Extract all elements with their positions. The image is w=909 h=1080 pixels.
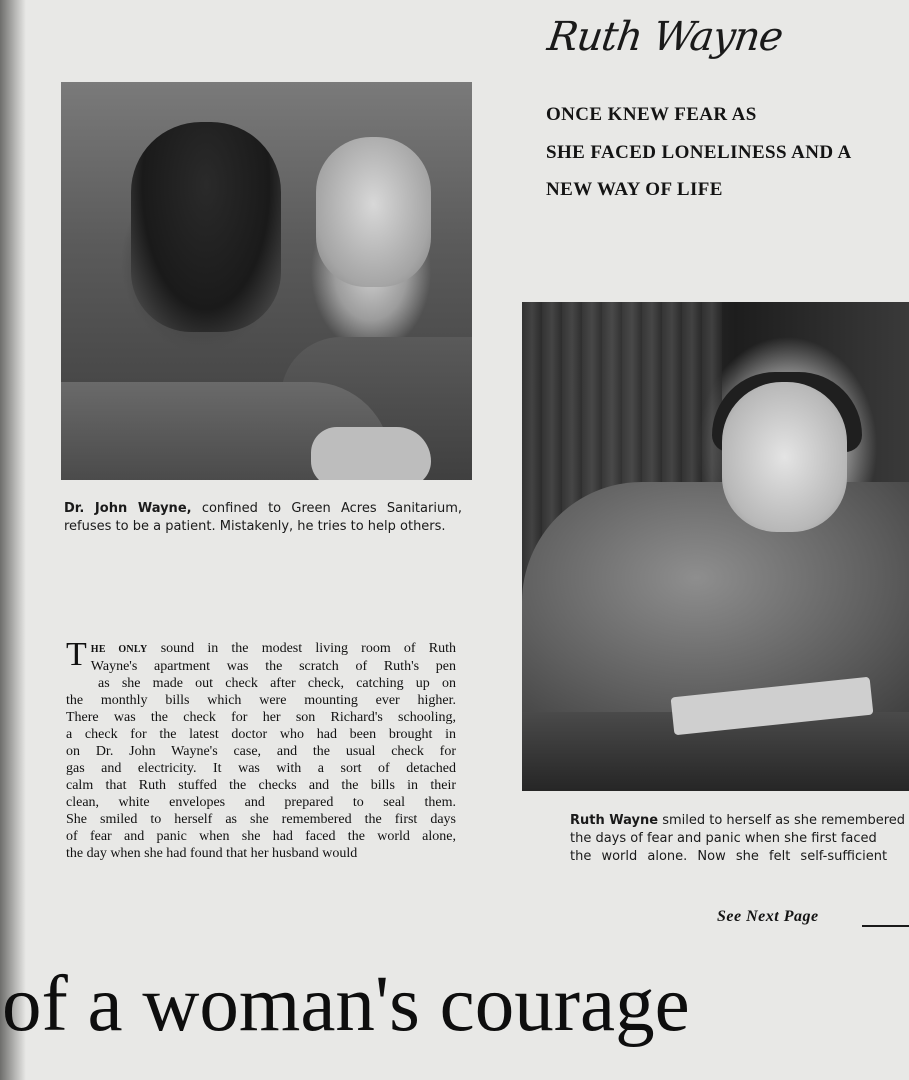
drop-cap: T — [66, 636, 87, 673]
body-line: the day when she had found that her husband would — [66, 846, 358, 861]
body-line: the monthly bills which were mounting ever higher. — [66, 693, 456, 708]
body-line: She smiled to herself as she remembered the first days — [66, 812, 456, 827]
see-next-rule — [862, 925, 909, 927]
article-title: of a woman's courage — [2, 961, 690, 1048]
headline-line: SHE FACED LONELINESS AND A — [546, 141, 852, 163]
photo-ruth-wayne — [522, 302, 909, 791]
caption-john-wayne — [64, 500, 462, 536]
caption-text: the world alone. Now she felt self-sufficient — [570, 849, 888, 864]
body-line: Wayne's apartment was the scratch of Ruth's pen — [90, 659, 456, 674]
photo-hand — [311, 427, 431, 480]
photo-figure-face — [316, 137, 431, 287]
caption-ruth-wayne — [570, 812, 909, 866]
caption-text: smiled to herself as she remembered — [658, 813, 906, 828]
signature: Ruth Wayne — [544, 14, 786, 60]
body-line: clean, white envelopes and prepared to seal them. — [66, 795, 456, 810]
photo-figure-face — [722, 382, 847, 532]
see-next-page-link[interactable]: See Next Page — [717, 908, 819, 925]
page-gutter-shadow — [0, 0, 26, 1080]
caption-text: the days of fear and panic when she first faced — [570, 831, 877, 846]
body-line: of fear and panic when she had faced the world alone, — [66, 829, 456, 844]
caption-lead: Dr. John Wayne, — [64, 501, 192, 516]
body-line: There was the check for her son Richard's schooling, — [66, 710, 456, 725]
caption-text: confined to Green Acres Sanitarium, refuses to be a patient. Mistakenly, he tries to help others. — [64, 501, 462, 534]
headline-line: ONCE KNEW FEAR AS — [546, 104, 757, 125]
photo-john-wayne — [61, 82, 472, 480]
body-line: sound in the modest living room of Ruth — [147, 641, 456, 656]
caption-lead: Ruth Wayne — [570, 813, 659, 828]
body-line: as she made out check after check, catching up on — [98, 676, 456, 691]
body-line: calm that Ruth stuffed the checks and the bills in their — [66, 778, 456, 793]
headline-line: NEW WAY OF LIFE — [546, 179, 723, 200]
body-line: a check for the latest doctor who had been brought in — [66, 727, 456, 742]
photo-figure-back — [131, 122, 281, 332]
article-body — [66, 636, 456, 862]
headline — [546, 96, 896, 209]
body-line: gas and electricity. It was with a sort of detached — [66, 761, 456, 776]
body-line: on Dr. John Wayne's case, and the usual check for — [66, 744, 456, 759]
smallcaps-lead: HE ONLY — [90, 644, 148, 655]
